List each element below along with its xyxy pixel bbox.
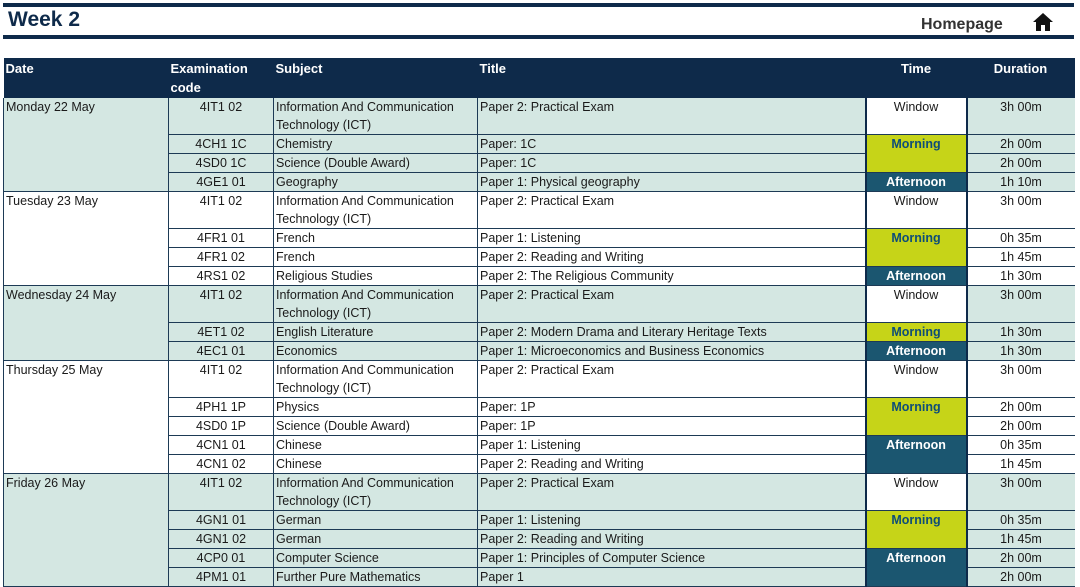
- exam-title: Paper 1: Microeconomics and Business Economics: [478, 342, 866, 361]
- exam-date: Friday 26 May: [4, 474, 169, 587]
- exam-time-slot: Morning: [866, 323, 967, 342]
- exam-subject: Computer Science: [274, 549, 478, 568]
- exam-code: 4RS1 02: [169, 267, 274, 286]
- exam-code: 4IT1 02: [169, 98, 274, 135]
- exam-time-slot: Window: [866, 192, 967, 229]
- exam-time-slot: Morning: [866, 511, 967, 549]
- exam-duration: 2h 00m: [967, 154, 1075, 173]
- exam-code: 4IT1 02: [169, 361, 274, 398]
- exam-code: 4CN1 01: [169, 436, 274, 455]
- exam-date: Wednesday 24 May: [4, 286, 169, 361]
- exam-code: 4GN1 01: [169, 511, 274, 530]
- page-title: Week 2: [8, 8, 80, 31]
- exam-date: Tuesday 23 May: [4, 192, 169, 286]
- exam-title: Paper 1: Physical geography: [478, 173, 866, 192]
- exam-time-slot: Window: [866, 98, 967, 135]
- exam-time-slot: Morning: [866, 135, 967, 173]
- exam-duration: 1h 30m: [967, 267, 1075, 286]
- exam-time-slot: Window: [866, 286, 967, 323]
- exam-title: Paper 2: Practical Exam: [478, 98, 866, 135]
- exam-time-slot: Afternoon: [866, 342, 967, 361]
- exam-code: 4PH1 1P: [169, 398, 274, 417]
- exam-time-slot: Afternoon: [866, 173, 967, 192]
- exam-date: Thursday 25 May: [4, 361, 169, 474]
- header-rule-bottom: [3, 35, 1074, 39]
- exam-title: Paper 2: The Religious Community: [478, 267, 866, 286]
- exam-duration: 1h 45m: [967, 530, 1075, 549]
- exam-code: 4PM1 01: [169, 568, 274, 587]
- table-row: [4, 98, 1075, 135]
- exam-subject: Chinese: [274, 455, 478, 474]
- exam-title: Paper 1: Listening: [478, 229, 866, 248]
- exam-title: Paper 1: Listening: [478, 511, 866, 530]
- exam-subject: Economics: [274, 342, 478, 361]
- table-row: [4, 286, 1075, 323]
- exam-time-slot: Afternoon: [866, 549, 967, 587]
- exam-subject: German: [274, 530, 478, 549]
- exam-subject: Information And Communication Technology (ICT): [274, 98, 478, 135]
- exam-code: 4SD0 1P: [169, 417, 274, 436]
- exam-duration: 3h 00m: [967, 474, 1075, 511]
- exam-subject: French: [274, 248, 478, 267]
- homepage-link[interactable]: Homepage: [921, 16, 1003, 33]
- exam-duration: 3h 00m: [967, 361, 1075, 398]
- exam-subject: Chemistry: [274, 135, 478, 154]
- exam-time-slot: Window: [866, 474, 967, 511]
- exam-duration: 2h 00m: [967, 398, 1075, 417]
- exam-title: Paper 1: Principles of Computer Science: [478, 549, 866, 568]
- exam-title: Paper 2: Modern Drama and Literary Heritage Texts: [478, 323, 866, 342]
- exam-subject: Information And Communication Technology (ICT): [274, 286, 478, 323]
- header-rule-top: [3, 3, 1074, 7]
- exam-duration: 2h 00m: [967, 549, 1075, 568]
- table-row: [4, 192, 1075, 229]
- exam-duration: 2h 00m: [967, 568, 1075, 587]
- exam-code: 4FR1 02: [169, 248, 274, 267]
- exam-duration: 1h 30m: [967, 323, 1075, 342]
- exam-title: Paper 1: [478, 568, 866, 587]
- exam-title: Paper: 1C: [478, 154, 866, 173]
- exam-time-slot: Morning: [866, 398, 967, 436]
- exam-subject: Chinese: [274, 436, 478, 455]
- exam-title: Paper 2: Practical Exam: [478, 192, 866, 229]
- exam-title: Paper 2: Reading and Writing: [478, 248, 866, 267]
- exam-code: 4CP0 01: [169, 549, 274, 568]
- exam-duration: 1h 45m: [967, 455, 1075, 474]
- col-header-subject: Subject: [274, 58, 478, 98]
- exam-title: Paper 2: Practical Exam: [478, 361, 866, 398]
- exam-duration: 0h 35m: [967, 436, 1075, 455]
- col-header-duration: Duration: [967, 58, 1075, 98]
- exam-subject: Information And Communication Technology (ICT): [274, 361, 478, 398]
- exam-code: 4GE1 01: [169, 173, 274, 192]
- exam-duration: 1h 10m: [967, 173, 1075, 192]
- table-row: [4, 474, 1075, 511]
- exam-title: Paper: 1C: [478, 135, 866, 154]
- exam-date: Monday 22 May: [4, 98, 169, 192]
- exam-duration: 2h 00m: [967, 417, 1075, 436]
- col-header-title: Title: [478, 58, 866, 98]
- exam-code: 4IT1 02: [169, 474, 274, 511]
- exam-code: 4ET1 02: [169, 323, 274, 342]
- exam-title: Paper 2: Reading and Writing: [478, 455, 866, 474]
- exam-subject: English Literature: [274, 323, 478, 342]
- exam-subject: Information And Communication Technology (ICT): [274, 192, 478, 229]
- exam-time-slot: Afternoon: [866, 436, 967, 474]
- exam-duration: 0h 35m: [967, 511, 1075, 530]
- exam-subject: German: [274, 511, 478, 530]
- exam-subject: Physics: [274, 398, 478, 417]
- exam-time-slot: Afternoon: [866, 267, 967, 286]
- exam-code: 4FR1 01: [169, 229, 274, 248]
- exam-title: Paper 2: Reading and Writing: [478, 530, 866, 549]
- col-header-time: Time: [866, 58, 967, 98]
- exam-duration: 3h 00m: [967, 286, 1075, 323]
- exam-title: Paper 2: Practical Exam: [478, 286, 866, 323]
- exam-code: 4IT1 02: [169, 286, 274, 323]
- exam-subject: Geography: [274, 173, 478, 192]
- exam-code: 4SD0 1C: [169, 154, 274, 173]
- col-header-code: Examination code: [169, 58, 274, 98]
- exam-duration: 1h 30m: [967, 342, 1075, 361]
- exam-title: Paper 2: Practical Exam: [478, 474, 866, 511]
- exam-subject: Further Pure Mathematics: [274, 568, 478, 587]
- exam-duration: 3h 00m: [967, 98, 1075, 135]
- exam-timetable: [3, 58, 1075, 587]
- exam-subject: Information And Communication Technology (ICT): [274, 474, 478, 511]
- table-row: [4, 361, 1075, 398]
- exam-duration: 1h 45m: [967, 248, 1075, 267]
- exam-subject: Science (Double Award): [274, 154, 478, 173]
- home-icon[interactable]: [1032, 11, 1054, 33]
- exam-code: 4GN1 02: [169, 530, 274, 549]
- exam-duration: 0h 35m: [967, 229, 1075, 248]
- exam-subject: Religious Studies: [274, 267, 478, 286]
- exam-code: 4EC1 01: [169, 342, 274, 361]
- exam-title: Paper: 1P: [478, 398, 866, 417]
- exam-code: 4CN1 02: [169, 455, 274, 474]
- exam-title: Paper 1: Listening: [478, 436, 866, 455]
- exam-time-slot: Morning: [866, 229, 967, 267]
- exam-duration: 3h 00m: [967, 192, 1075, 229]
- col-header-date: Date: [4, 58, 169, 98]
- exam-title: Paper: 1P: [478, 417, 866, 436]
- exam-subject: French: [274, 229, 478, 248]
- exam-subject: Science (Double Award): [274, 417, 478, 436]
- exam-code: 4CH1 1C: [169, 135, 274, 154]
- exam-code: 4IT1 02: [169, 192, 274, 229]
- table-header-row: [4, 58, 1075, 98]
- exam-duration: 2h 00m: [967, 135, 1075, 154]
- exam-time-slot: Window: [866, 361, 967, 398]
